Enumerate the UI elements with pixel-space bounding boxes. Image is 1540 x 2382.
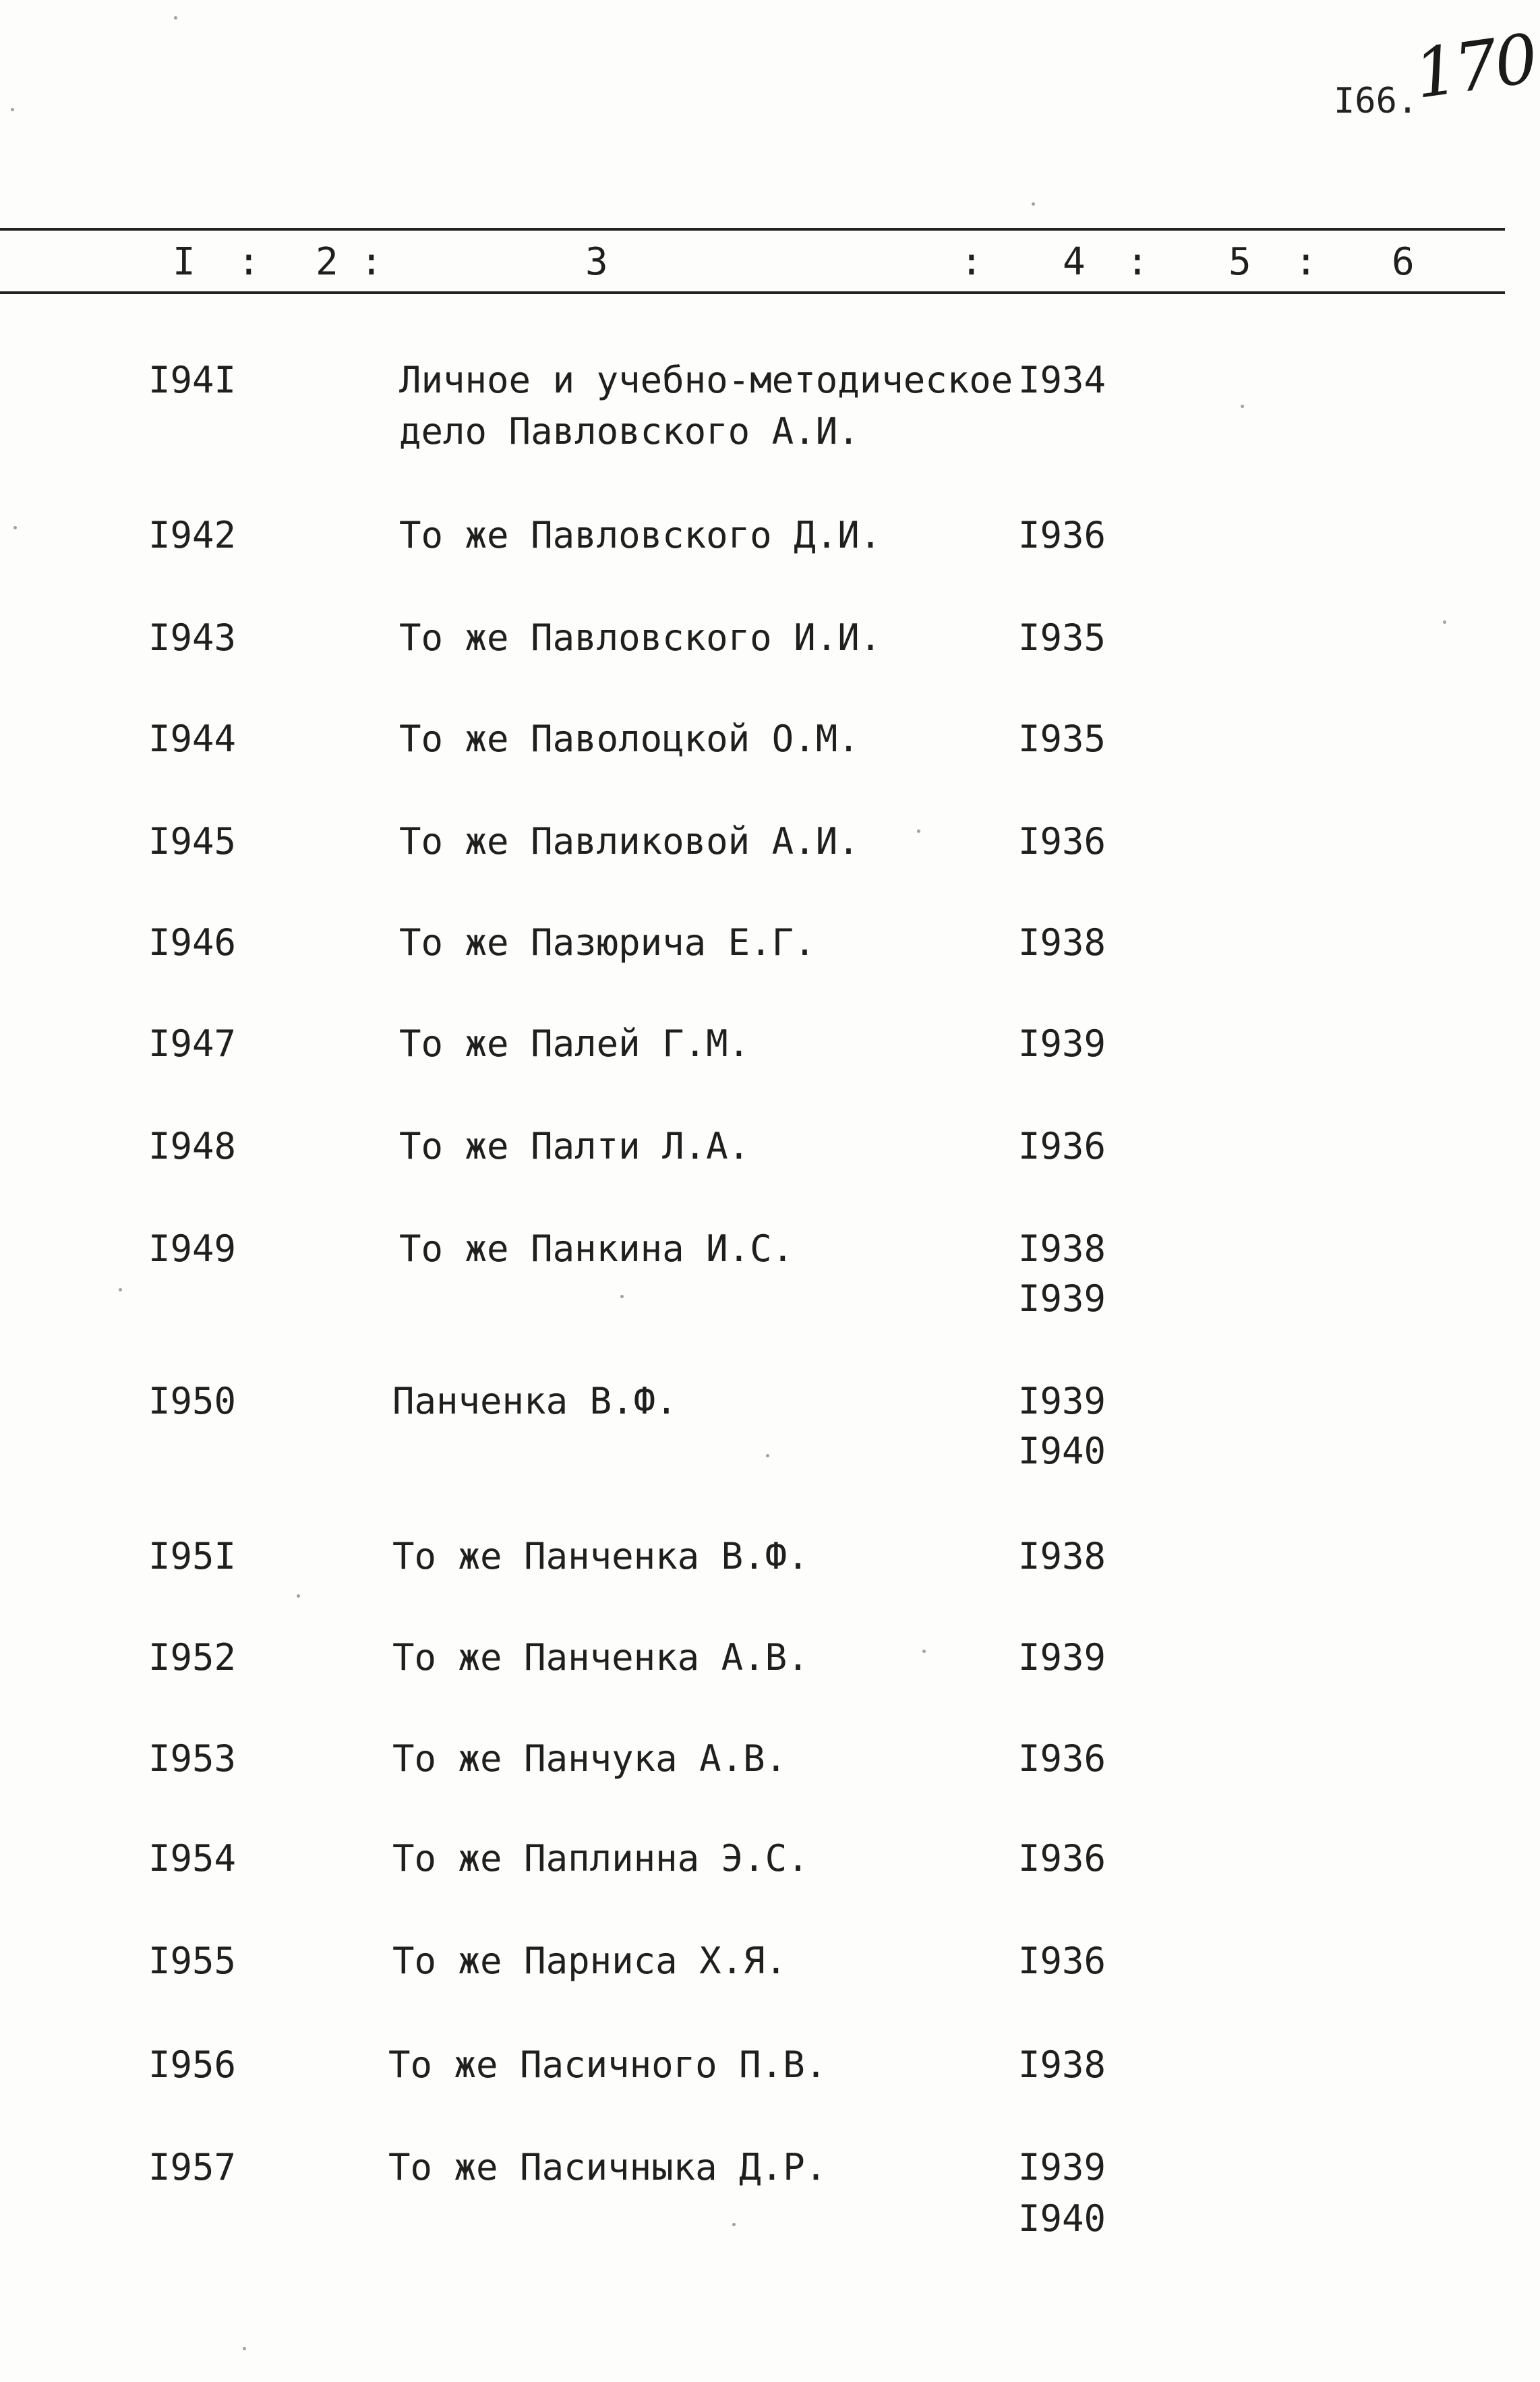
- scan-speck: [732, 2223, 736, 2226]
- scan-speck: [1443, 620, 1446, 624]
- item-title-line1: То же Палей Г.М.: [399, 1022, 750, 1065]
- item-title-line1: То же Панкина И.С.: [399, 1227, 794, 1270]
- item-number: I947: [148, 1022, 237, 1065]
- item-year: I936: [1018, 514, 1106, 556]
- item-year: I936: [1018, 1940, 1106, 1982]
- column-header-2: 2: [316, 240, 338, 284]
- scan-speck: [11, 108, 14, 111]
- item-year: I939: [1018, 1022, 1106, 1065]
- item-year: I938: [1018, 921, 1106, 964]
- scan-speck: [243, 2347, 246, 2350]
- item-title-line1: То же Панченка А.В.: [392, 1636, 809, 1679]
- item-number: I956: [148, 2043, 237, 2086]
- item-title-line1: То же Паволоцкой О.М.: [399, 718, 860, 760]
- scan-speck: [119, 1288, 122, 1291]
- scan-speck: [13, 526, 17, 529]
- column-separator: :: [237, 240, 260, 284]
- item-number: I949: [148, 1227, 237, 1270]
- header-bottom-rule: [0, 291, 1505, 294]
- item-number: I953: [148, 1737, 237, 1780]
- column-separator: :: [960, 240, 983, 284]
- item-title-line1: То же Пасичного П.В.: [388, 2043, 827, 2086]
- item-number: I952: [148, 1636, 237, 1679]
- item-title-line1: То же Пасичныка Д.Р.: [388, 2146, 827, 2188]
- item-year: I938: [1018, 2043, 1106, 2086]
- column-header-1: I: [173, 240, 196, 284]
- item-title-line1: То же Павликовой А.И.: [399, 820, 860, 863]
- scan-speck: [766, 1454, 769, 1457]
- column-header-4: 4: [1063, 240, 1086, 284]
- item-year: I939: [1018, 1380, 1106, 1422]
- item-number: I946: [148, 921, 237, 964]
- column-header-6: 6: [1392, 240, 1415, 284]
- item-year-second: I940: [1018, 2197, 1106, 2240]
- column-header-row: [0, 233, 1505, 291]
- item-title-line2: дело Павловского А.И.: [399, 410, 860, 453]
- item-number: I95I: [148, 1535, 237, 1577]
- item-title-line1: То же Панченка В.Ф.: [392, 1535, 809, 1577]
- item-year: I939: [1018, 1636, 1106, 1679]
- scan-speck: [917, 830, 920, 833]
- item-year: I938: [1018, 1535, 1106, 1577]
- item-title-line1: Панченка В.Ф.: [392, 1380, 678, 1422]
- item-title-line1: То же Пазюрича Е.Г.: [399, 921, 816, 964]
- item-number: I943: [148, 616, 237, 659]
- scan-speck: [1032, 202, 1035, 206]
- item-year-second: I940: [1018, 1430, 1106, 1472]
- item-number: I950: [148, 1380, 237, 1422]
- page-number-typed: I66.: [1334, 81, 1419, 121]
- scan-speck: [297, 1594, 300, 1598]
- scan-speck: [174, 16, 177, 20]
- item-number: I942: [148, 514, 237, 556]
- item-title-line1: То же Паплинна Э.С.: [392, 1837, 809, 1880]
- item-year: I934: [1018, 359, 1106, 401]
- item-year-second: I939: [1018, 1277, 1106, 1320]
- header-top-rule: [0, 228, 1505, 231]
- item-number: I945: [148, 820, 237, 863]
- item-title-line1: То же Павловского Д.И.: [399, 514, 882, 556]
- item-title-line1: То же Парниса Х.Я.: [392, 1940, 788, 1982]
- item-number: I944: [148, 718, 237, 760]
- item-year: I936: [1018, 1837, 1106, 1880]
- item-number: I94I: [148, 359, 237, 401]
- item-number: I955: [148, 1940, 237, 1982]
- item-year: I936: [1018, 1737, 1106, 1780]
- item-year: I935: [1018, 718, 1106, 760]
- item-number: I948: [148, 1125, 237, 1167]
- column-separator: :: [1126, 240, 1149, 284]
- scan-speck: [922, 1650, 926, 1653]
- item-year: I938: [1018, 1227, 1106, 1270]
- item-year: I936: [1018, 1125, 1106, 1167]
- column-separator: :: [1295, 240, 1317, 284]
- scan-speck: [1241, 405, 1244, 408]
- column-header-3: 3: [585, 240, 608, 284]
- column-separator: :: [360, 240, 383, 284]
- item-number: I957: [148, 2146, 237, 2188]
- scan-speck: [620, 1295, 624, 1298]
- item-title-line1: То же Панчука А.В.: [392, 1737, 788, 1780]
- item-year: I936: [1018, 820, 1106, 863]
- item-title-line1: То же Павловского И.И.: [399, 616, 882, 659]
- item-title-line1: То же Палти Л.А.: [399, 1125, 750, 1167]
- item-number: I954: [148, 1837, 237, 1880]
- item-title-line1: Личное и учебно-методическое: [399, 359, 1013, 401]
- item-year: I935: [1018, 616, 1106, 659]
- column-header-5: 5: [1228, 240, 1251, 284]
- item-year: I939: [1018, 2146, 1106, 2188]
- page-number-handwritten: 170: [1409, 19, 1540, 114]
